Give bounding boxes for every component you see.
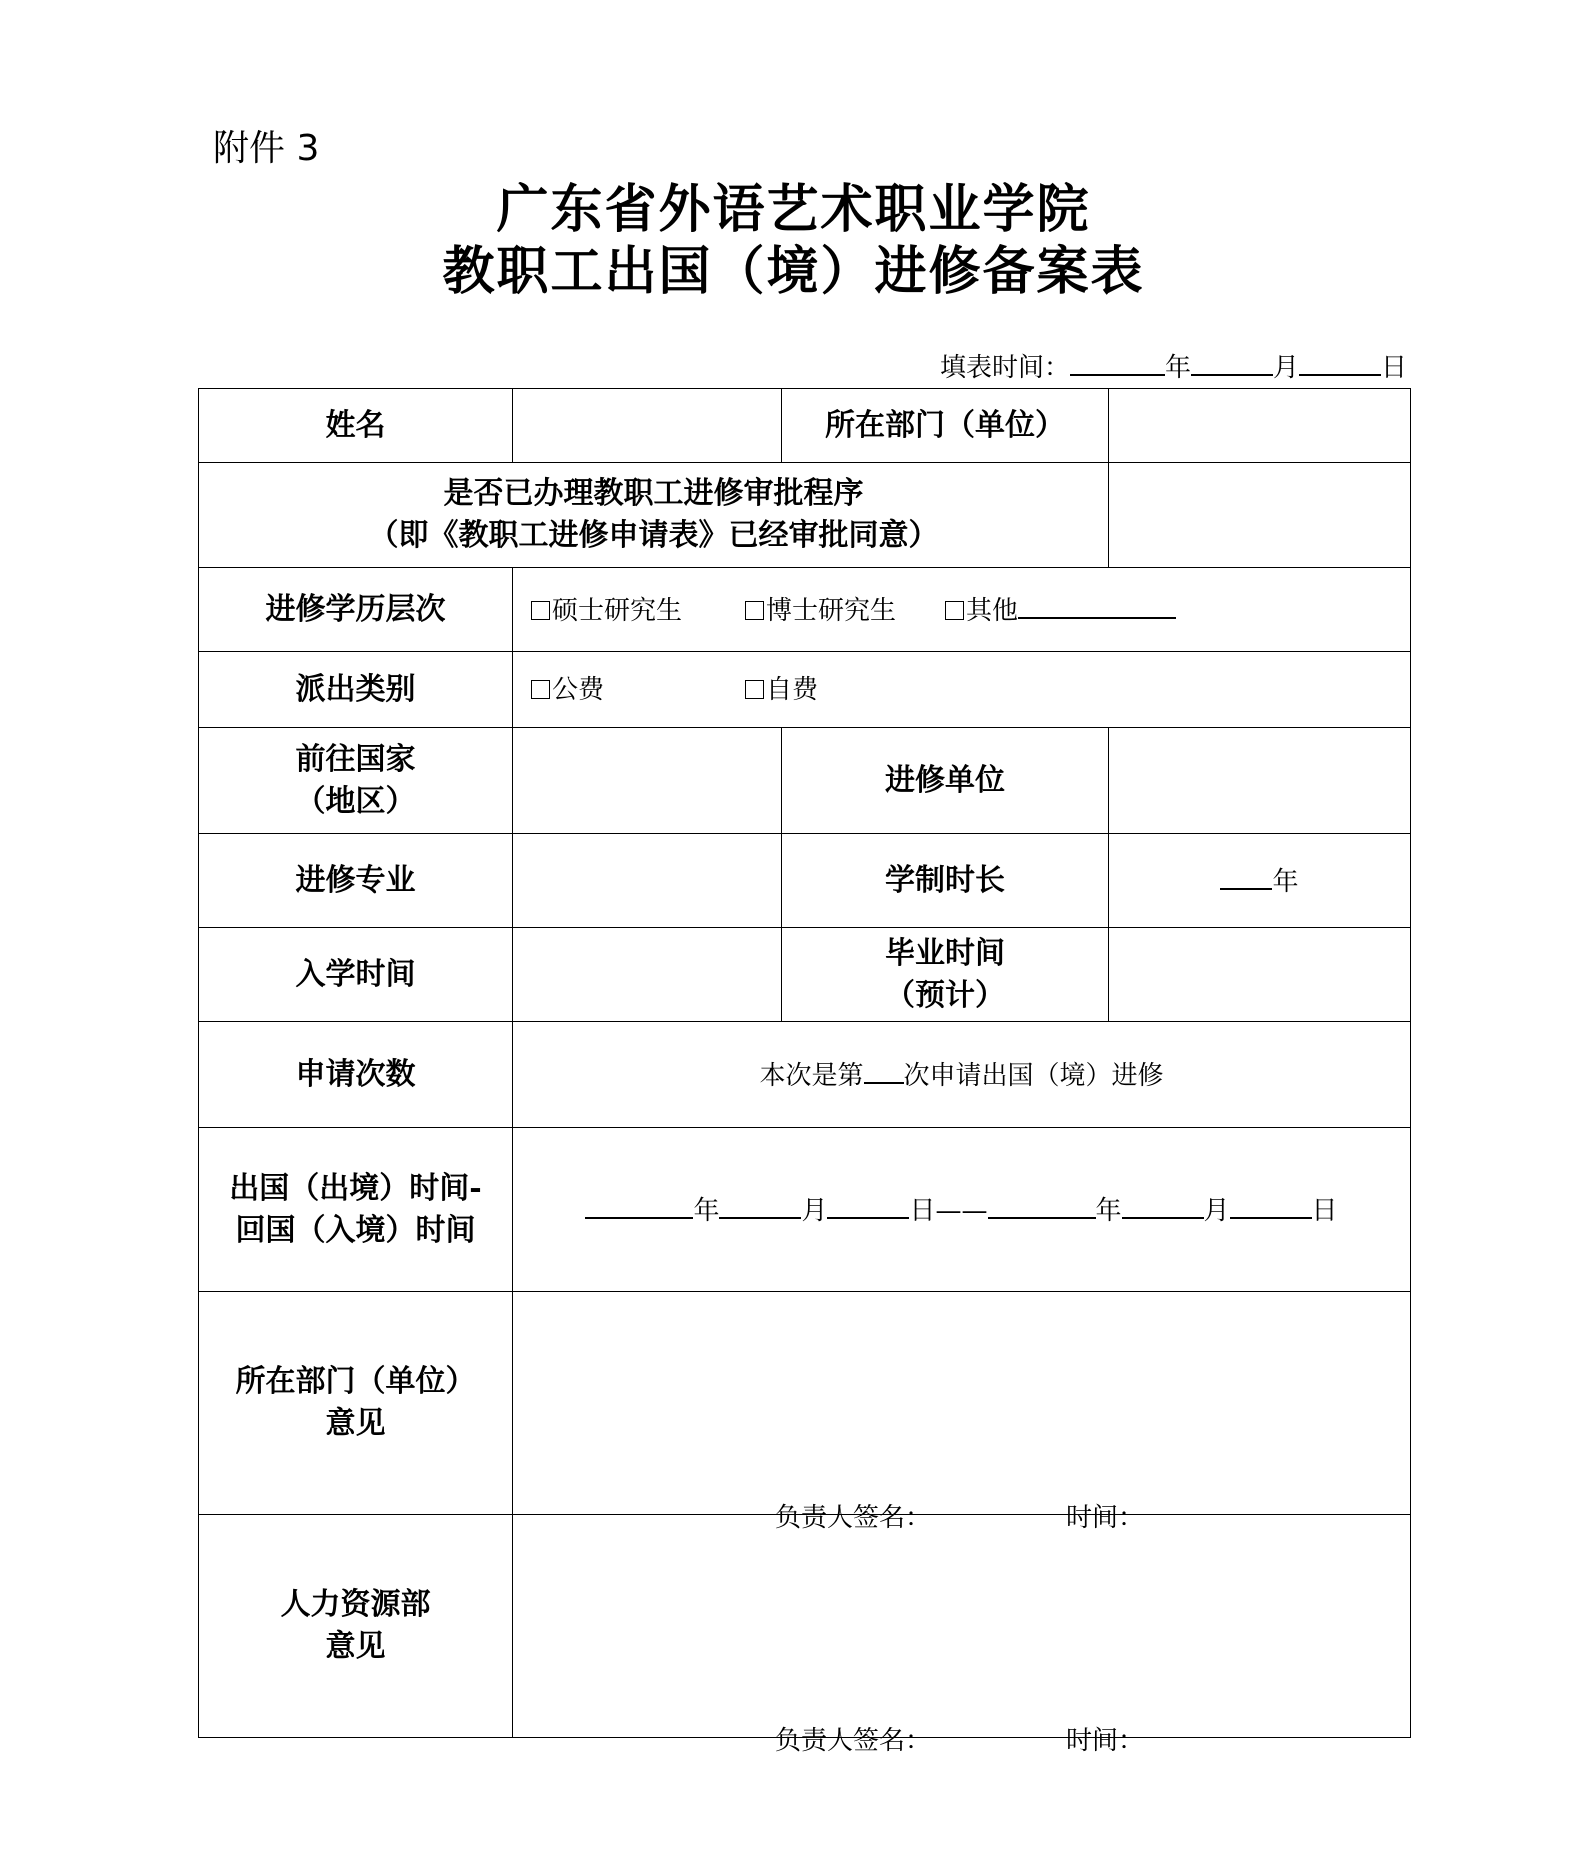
fill-month-unit: 月 — [1272, 353, 1299, 383]
duration-label: 学制时长 — [782, 834, 1109, 928]
country-label-line-1: 前往国家 — [295, 741, 416, 777]
checkbox-icon[interactable] — [745, 601, 764, 620]
graduate-field[interactable] — [1109, 928, 1411, 1022]
hr-time-label: 时间： — [1066, 1726, 1145, 1756]
major-field[interactable] — [513, 834, 782, 928]
return-year-blank[interactable] — [988, 1191, 1096, 1219]
row-country — [199, 728, 1411, 834]
dept-opinion-label — [199, 1292, 513, 1515]
dispatch-option-public-label: 公费 — [552, 674, 605, 705]
country-label — [199, 728, 513, 834]
period-label — [199, 1128, 513, 1292]
enroll-field[interactable] — [513, 928, 782, 1022]
enroll-label: 入学时间 — [199, 928, 513, 1022]
dept-signature-label: 负责人签名： — [775, 1503, 932, 1533]
checkbox-icon[interactable] — [945, 601, 964, 620]
hr-opinion-field[interactable] — [513, 1515, 1411, 1756]
return-month-blank[interactable] — [1122, 1191, 1204, 1219]
name-field[interactable] — [513, 389, 782, 463]
count-prefix: 本次是第 — [759, 1060, 864, 1091]
fill-day-unit: 日 — [1380, 353, 1407, 383]
major-label: 进修专业 — [199, 834, 513, 928]
dispatch-option-public[interactable] — [531, 672, 745, 708]
filing-form — [198, 388, 1411, 1756]
return-month-unit: 月 — [1203, 1195, 1230, 1226]
country-field[interactable] — [513, 728, 782, 834]
degree-option-doctor[interactable] — [745, 593, 945, 629]
return-day-blank[interactable] — [1230, 1191, 1312, 1219]
degree-options — [513, 568, 1411, 652]
hr-opinion-label-line-1: 人力资源部 — [280, 1587, 431, 1622]
department-field[interactable] — [1109, 389, 1411, 463]
dept-opinion-label-line-1: 所在部门（单位） — [235, 1364, 476, 1399]
dispatch-option-self-label: 自费 — [766, 674, 819, 705]
degree-option-other[interactable] — [945, 591, 1176, 629]
dispatch-label: 派出类别 — [199, 652, 513, 728]
row-major — [199, 834, 1411, 928]
name-label: 姓名 — [199, 389, 513, 463]
dept-opinion-field[interactable] — [513, 1292, 1411, 1533]
department-label: 所在部门（单位） — [782, 389, 1109, 463]
depart-day-unit: 日 — [909, 1195, 936, 1226]
return-year-unit: 年 — [1095, 1195, 1122, 1226]
return-day-unit: 日 — [1311, 1195, 1338, 1226]
checkbox-icon[interactable] — [745, 680, 764, 699]
row-dispatch — [199, 652, 1411, 728]
depart-year-unit: 年 — [693, 1195, 720, 1226]
depart-month-unit: 月 — [801, 1195, 828, 1226]
fill-day-blank[interactable] — [1299, 348, 1381, 376]
row-dept-opinion — [199, 1292, 1411, 1515]
duration-field — [1109, 834, 1411, 928]
checkbox-icon[interactable] — [531, 601, 550, 620]
approval-label-line-2: （即《教职工进修申请表》已经审批同意） — [368, 518, 939, 553]
row-enroll — [199, 928, 1411, 1022]
row-approval — [199, 463, 1411, 568]
duration-unit: 年 — [1272, 866, 1299, 897]
approval-label — [199, 463, 1109, 568]
attachment-label: 附件 3 — [213, 128, 320, 169]
fill-year-unit: 年 — [1164, 353, 1191, 383]
period-label-line-2: 回国（入境）时间 — [235, 1212, 476, 1248]
graduate-label-line-1: 毕业时间 — [885, 935, 1005, 971]
fill-month-blank[interactable] — [1191, 348, 1273, 376]
row-hr-opinion — [199, 1515, 1411, 1738]
period-label-line-1: 出国（出境）时间- — [229, 1170, 482, 1206]
hr-opinion-label — [199, 1515, 513, 1738]
approval-field[interactable] — [1109, 463, 1411, 568]
dept-opinion-label-line-2: 意见 — [325, 1406, 386, 1441]
degree-label: 进修学历层次 — [199, 568, 513, 652]
depart-day-blank[interactable] — [827, 1191, 909, 1219]
row-period — [199, 1128, 1411, 1292]
degree-other-blank[interactable] — [1018, 591, 1176, 619]
count-field — [513, 1022, 1411, 1128]
count-blank[interactable] — [864, 1056, 904, 1084]
hr-opinion-label-line-2: 意见 — [325, 1629, 386, 1664]
period-field — [513, 1128, 1411, 1292]
country-label-line-2: （地区） — [295, 783, 416, 819]
institution-label: 进修单位 — [782, 728, 1109, 834]
degree-option-master[interactable] — [531, 593, 745, 629]
graduate-label — [782, 928, 1109, 1022]
title-line-1: 广东省外语艺术职业学院 — [496, 179, 1091, 240]
depart-month-blank[interactable] — [719, 1191, 801, 1219]
degree-option-doctor-label: 博士研究生 — [766, 595, 897, 626]
fill-date-label: 填表时间： — [939, 353, 1070, 383]
checkbox-icon[interactable] — [531, 680, 550, 699]
count-suffix: 次申请出国（境）进修 — [903, 1060, 1164, 1091]
depart-year-blank[interactable] — [585, 1191, 693, 1219]
dispatch-option-self[interactable] — [745, 672, 818, 708]
period-dash: —— — [935, 1195, 988, 1226]
approval-label-line-1: 是否已办理教职工进修审批程序 — [443, 476, 864, 511]
institution-field[interactable] — [1109, 728, 1411, 834]
row-degree — [199, 568, 1411, 652]
count-label: 申请次数 — [199, 1022, 513, 1128]
fill-date — [940, 348, 1407, 386]
graduate-label-line-2: （预计） — [885, 977, 1005, 1013]
degree-option-master-label: 硕士研究生 — [552, 595, 683, 626]
title-line-2: 教职工出国（境）进修备案表 — [442, 241, 1145, 302]
dept-time-label: 时间： — [1066, 1503, 1145, 1533]
hr-signature-label: 负责人签名： — [775, 1726, 932, 1756]
dispatch-options — [513, 652, 1411, 728]
row-name — [199, 389, 1411, 463]
duration-blank[interactable] — [1220, 862, 1272, 890]
row-count — [199, 1022, 1411, 1128]
fill-year-blank[interactable] — [1070, 348, 1165, 376]
degree-option-other-label: 其他 — [966, 595, 1019, 626]
